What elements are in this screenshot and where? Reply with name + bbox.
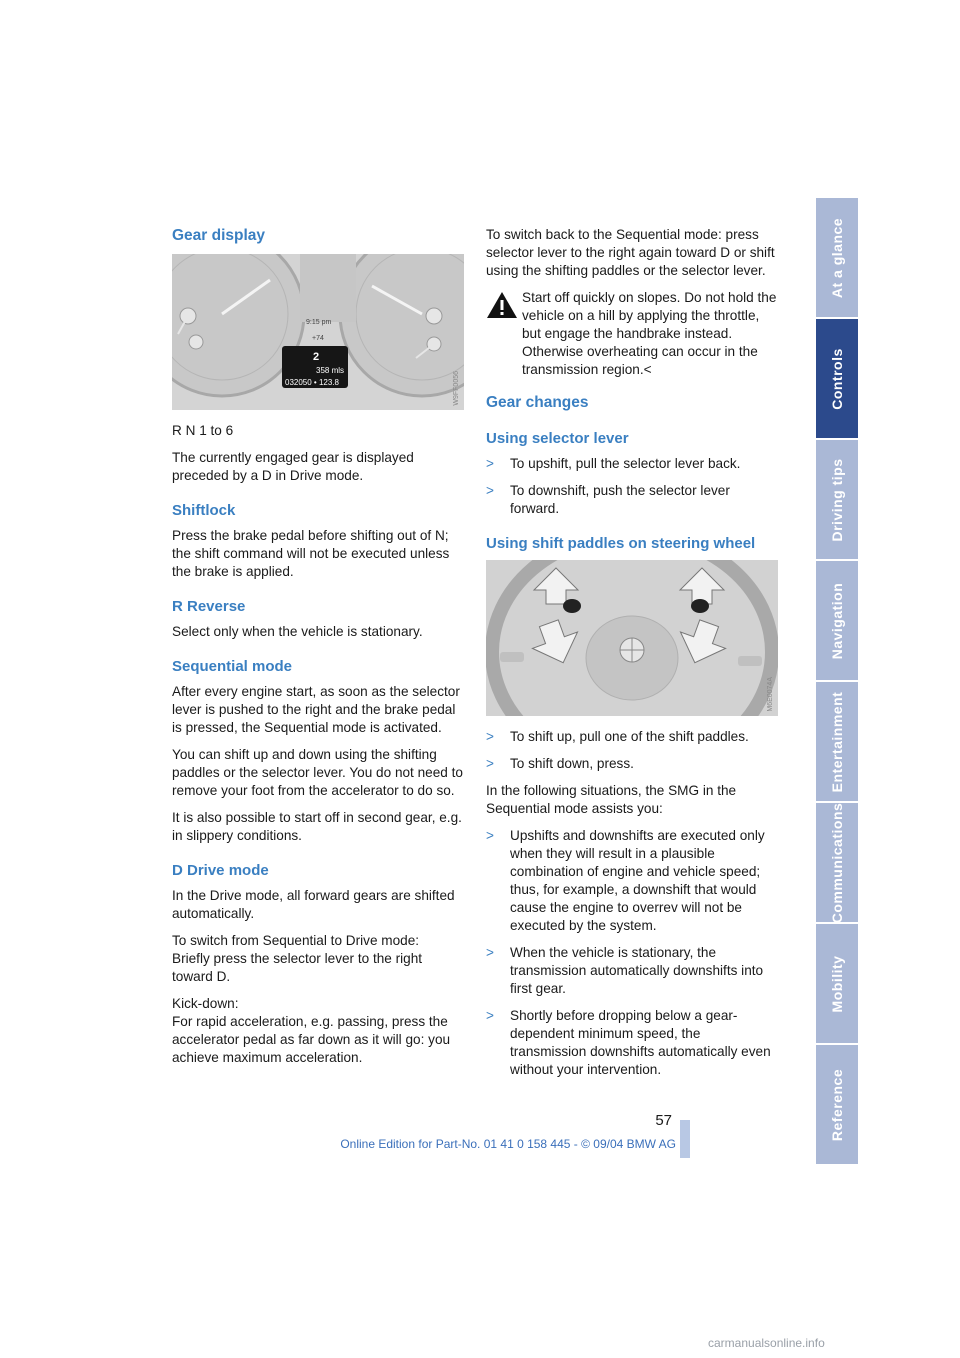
bullet-marker: > xyxy=(486,756,494,771)
tab-mobility[interactable] xyxy=(816,924,858,1045)
range-readout: 358 mls xyxy=(316,366,345,375)
kickdown-text: For rapid acceleration, e.g. passing, press the accelerator pedal as far down as it will go: you achieve maximum acceleration. xyxy=(172,1014,451,1065)
bullet-marker: > xyxy=(486,945,494,960)
sequential-heading: Sequential mode xyxy=(172,658,293,675)
selector-lever-heading: Using selector lever xyxy=(486,430,629,447)
tab-label: Navigation xyxy=(829,582,845,659)
list-item xyxy=(486,827,778,935)
bullet-marker: > xyxy=(486,828,494,843)
list-item xyxy=(486,482,778,518)
bullet-marker: > xyxy=(486,483,494,498)
gear-display-figure xyxy=(172,254,464,410)
instrument-cluster-image xyxy=(172,254,464,410)
tab-label: Mobility xyxy=(829,955,845,1012)
figure-code: W9FF0056 xyxy=(453,371,460,406)
kickdown-title: Kick-down: xyxy=(172,996,239,1011)
tab-label: Driving tips xyxy=(829,457,845,542)
temperature-readout: +74 xyxy=(312,335,324,342)
figure-code: M6E0074A xyxy=(767,677,774,712)
switch-back-text: To switch back to the Sequential mode: press selector lever to the right again toward D or shift using the shifting paddles or the selector lever. xyxy=(486,227,775,278)
end-marker: < xyxy=(643,362,652,377)
steering-wheel-image xyxy=(486,560,778,716)
reverse-text: Select only when the vehicle is stationary. xyxy=(172,624,423,639)
drive-paragraph-1: In the Drive mode, all forward gears are shifted automatically. xyxy=(172,888,455,921)
list-item xyxy=(486,455,778,473)
reverse-heading: R Reverse xyxy=(172,598,246,615)
list-item-text: When the vehicle is stationary, the transmission automatically downshifts into first gear. xyxy=(510,945,764,996)
smg-intro: In the following situations, the SMG in the Sequential mode assists you: xyxy=(486,783,737,816)
tab-navigation[interactable] xyxy=(816,561,858,682)
drive-switch-instruction: Briefly press the selector lever to the right toward D. xyxy=(172,951,423,984)
sequential-paragraph-3: It is also possible to start off in second gear, e.g. in slippery conditions. xyxy=(172,810,462,843)
sequential-paragraph-1: After every engine start, as soon as the selector lever is pushed to the right and the brake pedal is pressed, the Sequential mode is activated. xyxy=(172,684,460,735)
tab-controls[interactable] xyxy=(816,319,858,440)
steering-wheel-figure xyxy=(486,560,778,716)
tab-at-a-glance[interactable] xyxy=(816,198,858,319)
tab-entertainment[interactable] xyxy=(816,682,858,803)
bullet-marker: > xyxy=(486,729,494,744)
drive-heading: D Drive mode xyxy=(172,862,269,879)
warning-note xyxy=(486,289,778,379)
list-item xyxy=(486,1007,778,1079)
list-item-text: To shift down, press. xyxy=(510,756,634,771)
gear-indicator: 2 xyxy=(313,351,320,363)
warning-text xyxy=(522,289,778,379)
chapter-tabs xyxy=(816,198,858,1160)
shiftlock-heading: Shiftlock xyxy=(172,502,236,519)
footer-edition-text: Online Edition for Part-No. 01 41 0 158 445 - © 09/04 BMW AG xyxy=(340,1137,676,1151)
list-item xyxy=(486,728,778,746)
warning-body: Start off quickly on slopes. Do not hold the vehicle on a hill by applying the throttle, but engage the handbrake instead. Otherwise overheating can occur in the transmission region. xyxy=(522,290,777,377)
bullet-marker: > xyxy=(486,1008,494,1023)
kickdown-paragraph xyxy=(172,995,464,1067)
tab-label: Entertainment xyxy=(829,691,845,792)
gear-display-heading: Gear display xyxy=(172,227,266,244)
tab-label: Communications xyxy=(829,802,845,923)
shift-paddles-heading: Using shift paddles on steering wheel xyxy=(486,535,756,552)
clock-readout: 9:15 pm xyxy=(306,319,332,326)
gear-changes-heading: Gear changes xyxy=(486,394,589,411)
watermark: carmanualsonline.info xyxy=(708,1336,825,1350)
left-column xyxy=(172,226,464,1076)
tab-driving-tips[interactable] xyxy=(816,440,858,561)
tab-label: At a glance xyxy=(829,217,845,298)
page-number: 57 xyxy=(655,1112,672,1129)
list-item-text: Shortly before dropping below a gear-dependent minimum speed, the transmission downshifts automatically even without your intervention. xyxy=(510,1008,771,1077)
tab-label: Controls xyxy=(829,347,845,410)
gear-sequence: R N 1 to 6 xyxy=(172,423,234,438)
footer-bar xyxy=(680,1120,690,1158)
tab-communications[interactable] xyxy=(816,803,858,924)
list-item-text: To upshift, pull the selector lever back. xyxy=(510,456,741,471)
shiftlock-text: Press the brake pedal before shifting out of N; the shift command will not be executed unless the brake is applied. xyxy=(172,528,450,579)
tab-label: Reference xyxy=(829,1068,845,1141)
sequential-paragraph-2: You can shift up and down using the shifting paddles or the selector lever. You do not need to remove your foot from the accelerator to do so. xyxy=(172,747,463,798)
list-item xyxy=(486,755,778,773)
tab-reference[interactable] xyxy=(816,1045,858,1166)
list-item-text: To downshift, push the selector lever forward. xyxy=(510,483,730,516)
odometer-readout: 032050 • 123.8 xyxy=(285,378,339,387)
drive-paragraph-2 xyxy=(172,932,464,986)
list-item-text: Upshifts and downshifts are executed only when they will result in a plausible combination of engine and vehicle speed; thus, for example, a downshift that would cause the engine to overrev will not be executed by the system. xyxy=(510,828,765,933)
warning-icon xyxy=(486,291,518,319)
right-column xyxy=(486,226,778,1088)
list-item-text: To shift up, pull one of the shift paddles. xyxy=(510,729,749,744)
gear-display-text: The currently engaged gear is displayed preceded by a D in Drive mode. xyxy=(172,450,414,483)
drive-switch-intro: To switch from Sequential to Drive mode: xyxy=(172,933,420,948)
bullet-marker: > xyxy=(486,456,494,471)
list-item xyxy=(486,944,778,998)
